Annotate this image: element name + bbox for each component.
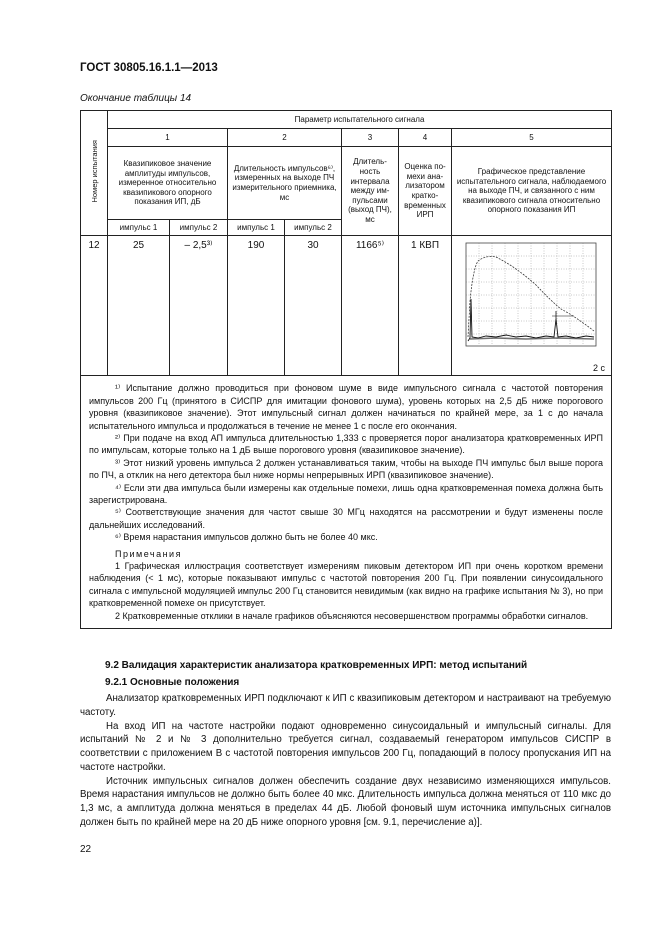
col5-description: Графическое представление испытательного сигнала, наблюдаемого на выходе ПЧ, и связанного с ним квазипикового сигнала относительно опорного показания ИП bbox=[452, 147, 612, 236]
col-number-4: 4 bbox=[399, 129, 452, 147]
remark-1: 1 Графическая иллюстрация соответствует измерениям пиковым детектором ИП при очень коротком времени наблюдения (< 1 мс), которые показывают импульс с частотой повторения 200 Гц. При появлении синусоидального сигнала с импульсной модуляцией импульс 200 Гц становится невидимым (как видно на графике испытания № 3), но при кратковременной помехе он присутствует. bbox=[89, 561, 604, 609]
table-row bbox=[81, 236, 612, 376]
footnote-5: ⁵⁾ Соответствующие значения для частот свыше 30 МГц находятся на рассмотрении и будут изменены после дальнейших исследований. bbox=[89, 507, 604, 530]
col-number-2: 2 bbox=[228, 129, 342, 147]
test-parameters-table bbox=[80, 110, 612, 629]
footnote-3: ³⁾ Этот низкий уровень импульса 2 должен устанавливаться таким, чтобы на выходе ПЧ импульс был выше порога по ПЧ, а отклик на него детектора был ниже нормы непрерывных ИРП (квазипиковое значение). bbox=[89, 457, 604, 481]
duration-pulse-2: 30 bbox=[285, 236, 342, 376]
duration-pulse-1: 190 bbox=[228, 236, 285, 376]
table-caption: Окончание таблицы 14 bbox=[80, 93, 192, 104]
test-number: 12 bbox=[81, 236, 108, 376]
document-header: ГОСТ 30805.16.1.1—2013 bbox=[80, 62, 218, 74]
col-number-5: 5 bbox=[452, 129, 612, 147]
param-header: Параметр испытательного сигнала bbox=[108, 111, 612, 129]
col-number-1: 1 bbox=[108, 129, 228, 147]
remark-2: 2 Кратковременные отклики в начале графиков объясняются несовершенством программы обработки сигналов. bbox=[115, 610, 589, 621]
footnotes-cell bbox=[81, 376, 612, 629]
sub-col-1a: импульс 1 bbox=[108, 220, 170, 236]
col2-description: Длительность импульсов⁶⁾, измеренных на выходе ПЧ измерительного приемника, мс bbox=[228, 147, 342, 220]
paragraph: Анализатор кратковременных ИРП подключают к ИП с квазипиковым детектором и настраивают на требуемую частоту. bbox=[80, 693, 611, 718]
section-heading-9-2-1: 9.2.1 Основные положения bbox=[105, 677, 240, 688]
paragraph: На вход ИП на частоте настройки подают одновременно синусоидальный и импульсный сигналы. Для испытаний № 2 и № 3 дополнительно требуется сигнал, создаваемый генератором импульсов СИСПР в соответствии с приложением В с частотой повторения импульсов 200 Гц, попадающий в полосу пропускания ИП на частоте настройки. bbox=[80, 720, 611, 773]
col1-description: Квазипиковое значение амплитуды импульсов, измеренное относительно квазипикового опорного показания ИП, дБ bbox=[108, 147, 228, 220]
signal-graph bbox=[456, 241, 606, 359]
col3-description: Длитель-ность интервала между им-пульсами (выход ПЧ), мс bbox=[342, 147, 399, 236]
footnote-2: ²⁾ При подаче на вход АП импульса длительностью 1,333 с проверяется порог анализатора кратковременных ИРП по импульсам, которые только на 1 дБ выше порогового уровня (квазипиковое значение). bbox=[89, 433, 604, 456]
sub-col-2b: импульс 2 bbox=[285, 220, 342, 236]
section-heading-9-2: 9.2 Валидация характеристик анализатора кратковременных ИРП: метод испытаний bbox=[105, 660, 528, 671]
col-number-3: 3 bbox=[342, 129, 399, 147]
pulse-interval: 1166⁵⁾ bbox=[342, 236, 399, 376]
amplitude-pulse-2: – 2,5³⁾ bbox=[170, 236, 228, 376]
footnote-1: ¹⁾ Испытание должно проводиться при фоновом шуме в виде импульсного сигнала с частотой повторения импульсов 200 Гц (принятого в СИСПР для имитации фонового шума), уровень которых на 2,5 дБ ниже порогового уровня (квазипиковое значение). Этот импульсный сигнал должен начинаться по крайней мере, за 1 с до начала испытательного импульса и продолжаться в течение не менее 1 с после его окончания. bbox=[89, 383, 604, 431]
footnote-6: ⁶⁾ Время нарастания импульсов должно быть не более 40 мкс. bbox=[115, 532, 378, 543]
sub-col-2a: импульс 1 bbox=[228, 220, 285, 236]
remarks-title: Примечания bbox=[115, 548, 182, 559]
page-number: 22 bbox=[80, 844, 92, 855]
footnote-4: ⁴⁾ Если эти два импульса были измерены как отдельные помехи, лишь одна кратковременная помеха должна быть зарегистрирована. bbox=[89, 482, 604, 506]
sub-col-1b: импульс 2 bbox=[170, 220, 228, 236]
paragraph: Источник импульсных сигналов должен обеспечить создание двух независимо изменяющихся импульсов. Время нарастания импульсов не должно быть более 40 мкс. Длительность импульса должна меняться от 110 мкс до 1,3 мс, а амплитуда должна меняться в пределах 44 дБ. Любой фоновый шум источника импульсных сигналов должен быть по крайней мере на 20 дБ ниже опорного уровня [см. 9.1, перечисление а)]. bbox=[80, 775, 611, 828]
time-scale-label: 2 с bbox=[593, 362, 606, 373]
col4-description: Оценка по-мехи ана-лизатором кратко-временных ИРП bbox=[399, 147, 452, 236]
row-number-header: Номер испытания bbox=[81, 111, 108, 236]
section-body bbox=[80, 692, 611, 830]
signal-graph-cell bbox=[452, 236, 612, 376]
disturbance-evaluation: 1 КВП bbox=[399, 236, 452, 376]
amplitude-pulse-1: 25 bbox=[108, 236, 170, 376]
